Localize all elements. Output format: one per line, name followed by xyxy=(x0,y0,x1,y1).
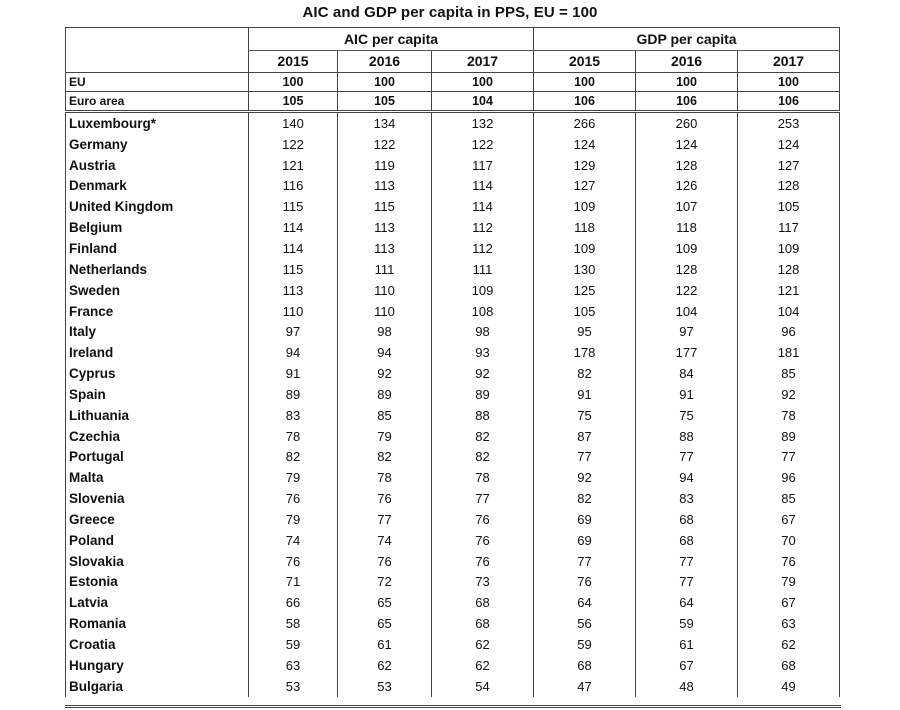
value-cell: 83 xyxy=(249,405,338,426)
row-label: Belgium xyxy=(69,220,123,236)
table-row xyxy=(66,509,840,530)
data-table xyxy=(65,27,840,697)
value-cell: 109 xyxy=(738,238,840,259)
table-row xyxy=(66,155,840,176)
value-cell: 65 xyxy=(338,613,432,634)
value-cell: 128 xyxy=(636,155,738,176)
value-cell: 94 xyxy=(249,342,338,363)
row-label: Portugal xyxy=(69,449,124,465)
value-cell: 87 xyxy=(534,426,636,447)
value-cell: 72 xyxy=(338,572,432,593)
value-cell: 73 xyxy=(432,572,534,593)
value-cell: 116 xyxy=(249,176,338,197)
value-cell: 132 xyxy=(432,112,534,134)
value-cell: 115 xyxy=(249,196,338,217)
value-cell: 75 xyxy=(636,405,738,426)
value-cell: 105 xyxy=(249,92,338,112)
row-label: Italy xyxy=(69,324,97,340)
table-row xyxy=(66,384,840,405)
value-cell: 109 xyxy=(432,280,534,301)
value-cell: 105 xyxy=(338,92,432,112)
value-cell: 92 xyxy=(534,467,636,488)
row-label: Romania xyxy=(69,616,127,632)
value-cell: 67 xyxy=(738,592,840,613)
year-header: 2016 xyxy=(636,51,738,73)
row-label: France xyxy=(69,303,114,319)
value-cell: 93 xyxy=(432,342,534,363)
value-cell: 64 xyxy=(534,592,636,613)
row-label: Austria xyxy=(69,157,116,173)
value-cell: 85 xyxy=(738,488,840,509)
value-cell: 118 xyxy=(636,217,738,238)
value-cell: 77 xyxy=(738,447,840,468)
value-cell: 82 xyxy=(432,426,534,447)
value-cell: 76 xyxy=(432,551,534,572)
value-cell: 130 xyxy=(534,259,636,280)
row-label: United Kingdom xyxy=(69,199,174,215)
row-label: Sweden xyxy=(69,282,121,298)
value-cell: 59 xyxy=(534,634,636,655)
value-cell: 76 xyxy=(534,572,636,593)
value-cell: 76 xyxy=(249,488,338,509)
value-cell: 122 xyxy=(338,134,432,155)
value-cell: 78 xyxy=(249,426,338,447)
value-cell: 66 xyxy=(249,592,338,613)
value-cell: 47 xyxy=(534,676,636,697)
group-header-aic: AIC per capita xyxy=(249,28,534,51)
value-cell: 117 xyxy=(432,155,534,176)
table-title: AIC and GDP per capita in PPS, EU = 100 xyxy=(302,4,598,21)
value-cell: 89 xyxy=(432,384,534,405)
value-cell: 126 xyxy=(636,176,738,197)
value-cell: 100 xyxy=(534,73,636,92)
value-cell: 113 xyxy=(338,217,432,238)
row-label: Latvia xyxy=(69,595,109,611)
value-cell: 105 xyxy=(738,196,840,217)
table-row xyxy=(66,112,840,134)
value-cell: 112 xyxy=(432,217,534,238)
row-label: Hungary xyxy=(69,657,124,673)
value-cell: 124 xyxy=(738,134,840,155)
row-label: EU xyxy=(66,73,249,92)
table-row xyxy=(66,134,840,155)
value-cell: 178 xyxy=(534,342,636,363)
value-cell: 78 xyxy=(338,467,432,488)
value-cell: 82 xyxy=(432,447,534,468)
value-cell: 78 xyxy=(432,467,534,488)
value-cell: 92 xyxy=(738,384,840,405)
table-row xyxy=(66,592,840,613)
row-label: Cyprus xyxy=(69,366,116,382)
year-header-row xyxy=(66,51,840,73)
value-cell: 53 xyxy=(338,676,432,697)
value-cell: 115 xyxy=(338,196,432,217)
value-cell: 122 xyxy=(636,280,738,301)
value-cell: 121 xyxy=(738,280,840,301)
value-cell: 77 xyxy=(338,509,432,530)
year-header: 2016 xyxy=(338,51,432,73)
value-cell: 68 xyxy=(432,613,534,634)
table-row xyxy=(66,280,840,301)
row-label: Ireland xyxy=(69,345,114,361)
table-row xyxy=(66,572,840,593)
value-cell: 111 xyxy=(432,259,534,280)
value-cell: 129 xyxy=(534,155,636,176)
value-cell: 53 xyxy=(249,676,338,697)
value-cell: 89 xyxy=(738,426,840,447)
value-cell: 97 xyxy=(636,321,738,342)
row-label: Euro area xyxy=(66,92,249,112)
value-cell: 89 xyxy=(249,384,338,405)
value-cell: 100 xyxy=(636,73,738,92)
value-cell: 82 xyxy=(338,447,432,468)
table-row xyxy=(66,405,840,426)
value-cell: 76 xyxy=(249,551,338,572)
value-cell: 88 xyxy=(432,405,534,426)
value-cell: 69 xyxy=(534,530,636,551)
value-cell: 177 xyxy=(636,342,738,363)
table-row xyxy=(66,530,840,551)
value-cell: 109 xyxy=(534,196,636,217)
value-cell: 59 xyxy=(249,634,338,655)
table-row xyxy=(66,217,840,238)
aggregate-row xyxy=(66,92,840,112)
value-cell: 113 xyxy=(338,238,432,259)
row-label: Greece xyxy=(69,511,115,527)
value-cell: 91 xyxy=(534,384,636,405)
value-cell: 68 xyxy=(636,530,738,551)
row-label: Estonia xyxy=(69,574,118,590)
row-label: Netherlands xyxy=(69,261,148,277)
row-label: Slovakia xyxy=(69,553,124,569)
value-cell: 92 xyxy=(432,363,534,384)
value-cell: 49 xyxy=(738,676,840,697)
value-cell: 98 xyxy=(338,321,432,342)
year-header: 2015 xyxy=(249,51,338,73)
value-cell: 91 xyxy=(249,363,338,384)
value-cell: 85 xyxy=(338,405,432,426)
value-cell: 74 xyxy=(338,530,432,551)
corner-cell xyxy=(66,28,249,51)
value-cell: 110 xyxy=(338,301,432,322)
value-cell: 79 xyxy=(249,509,338,530)
value-cell: 84 xyxy=(636,363,738,384)
value-cell: 124 xyxy=(636,134,738,155)
value-cell: 121 xyxy=(249,155,338,176)
row-label: Denmark xyxy=(69,178,127,194)
value-cell: 124 xyxy=(534,134,636,155)
value-cell: 100 xyxy=(338,73,432,92)
value-cell: 77 xyxy=(636,551,738,572)
value-cell: 76 xyxy=(338,488,432,509)
value-cell: 76 xyxy=(432,509,534,530)
value-cell: 111 xyxy=(338,259,432,280)
value-cell: 128 xyxy=(738,259,840,280)
table-row xyxy=(66,238,840,259)
value-cell: 125 xyxy=(534,280,636,301)
value-cell: 117 xyxy=(738,217,840,238)
row-label: Spain xyxy=(69,386,106,402)
table-row xyxy=(66,321,840,342)
value-cell: 94 xyxy=(636,467,738,488)
value-cell: 77 xyxy=(636,572,738,593)
value-cell: 62 xyxy=(738,634,840,655)
value-cell: 56 xyxy=(534,613,636,634)
value-cell: 119 xyxy=(338,155,432,176)
table-row xyxy=(66,196,840,217)
table-row xyxy=(66,301,840,322)
value-cell: 79 xyxy=(738,572,840,593)
value-cell: 82 xyxy=(534,488,636,509)
value-cell: 114 xyxy=(432,196,534,217)
group-header-gdp: GDP per capita xyxy=(534,28,840,51)
value-cell: 98 xyxy=(432,321,534,342)
table-row xyxy=(66,259,840,280)
value-cell: 114 xyxy=(249,217,338,238)
row-label: Poland xyxy=(69,532,115,548)
country-rows xyxy=(66,112,840,697)
value-cell: 76 xyxy=(338,551,432,572)
table-row xyxy=(66,447,840,468)
value-cell: 181 xyxy=(738,342,840,363)
value-cell: 100 xyxy=(738,73,840,92)
row-label: Germany xyxy=(69,136,128,152)
table-row xyxy=(66,655,840,676)
value-cell: 71 xyxy=(249,572,338,593)
value-cell: 100 xyxy=(432,73,534,92)
table-row xyxy=(66,426,840,447)
value-cell: 140 xyxy=(249,112,338,134)
value-cell: 62 xyxy=(338,655,432,676)
value-cell: 62 xyxy=(432,655,534,676)
value-cell: 68 xyxy=(636,509,738,530)
value-cell: 108 xyxy=(432,301,534,322)
value-cell: 77 xyxy=(534,551,636,572)
value-cell: 96 xyxy=(738,321,840,342)
table-row xyxy=(66,363,840,384)
value-cell: 68 xyxy=(738,655,840,676)
value-cell: 118 xyxy=(534,217,636,238)
row-label: Luxembourg* xyxy=(66,112,249,134)
value-cell: 106 xyxy=(636,92,738,112)
table-row xyxy=(66,342,840,363)
value-cell: 79 xyxy=(249,467,338,488)
value-cell: 69 xyxy=(534,509,636,530)
row-label: Czechia xyxy=(69,428,121,444)
value-cell: 79 xyxy=(338,426,432,447)
row-label: Lithuania xyxy=(69,407,129,423)
value-cell: 61 xyxy=(636,634,738,655)
value-cell: 68 xyxy=(432,592,534,613)
table-row xyxy=(66,676,840,697)
value-cell: 89 xyxy=(338,384,432,405)
value-cell: 76 xyxy=(738,551,840,572)
value-cell: 77 xyxy=(534,447,636,468)
value-cell: 92 xyxy=(338,363,432,384)
row-label: Slovenia xyxy=(69,491,125,507)
value-cell: 61 xyxy=(338,634,432,655)
value-cell: 63 xyxy=(249,655,338,676)
value-cell: 114 xyxy=(249,238,338,259)
value-cell: 77 xyxy=(432,488,534,509)
value-cell: 127 xyxy=(738,155,840,176)
value-cell: 107 xyxy=(636,196,738,217)
table-row xyxy=(66,634,840,655)
table-bottom-border xyxy=(65,705,841,708)
value-cell: 68 xyxy=(534,655,636,676)
value-cell: 134 xyxy=(338,112,432,134)
value-cell: 75 xyxy=(534,405,636,426)
value-cell: 127 xyxy=(534,176,636,197)
value-cell: 70 xyxy=(738,530,840,551)
row-label: Bulgaria xyxy=(69,678,124,694)
value-cell: 104 xyxy=(636,301,738,322)
value-cell: 122 xyxy=(432,134,534,155)
table-row xyxy=(66,488,840,509)
value-cell: 48 xyxy=(636,676,738,697)
value-cell: 95 xyxy=(534,321,636,342)
value-cell: 109 xyxy=(534,238,636,259)
value-cell: 65 xyxy=(338,592,432,613)
value-cell: 74 xyxy=(249,530,338,551)
value-cell: 104 xyxy=(738,301,840,322)
value-cell: 113 xyxy=(338,176,432,197)
row-label: Croatia xyxy=(69,637,116,653)
value-cell: 260 xyxy=(636,112,738,134)
value-cell: 104 xyxy=(432,92,534,112)
corner-cell-2 xyxy=(66,51,249,73)
aggregate-row xyxy=(66,73,840,92)
value-cell: 114 xyxy=(432,176,534,197)
value-cell: 82 xyxy=(534,363,636,384)
value-cell: 85 xyxy=(738,363,840,384)
value-cell: 78 xyxy=(738,405,840,426)
value-cell: 97 xyxy=(249,321,338,342)
row-label: Malta xyxy=(69,470,104,486)
value-cell: 94 xyxy=(338,342,432,363)
value-cell: 110 xyxy=(249,301,338,322)
value-cell: 106 xyxy=(534,92,636,112)
year-header: 2015 xyxy=(534,51,636,73)
group-header-row xyxy=(66,28,840,51)
value-cell: 83 xyxy=(636,488,738,509)
row-label: Finland xyxy=(69,240,117,256)
value-cell: 54 xyxy=(432,676,534,697)
value-cell: 59 xyxy=(636,613,738,634)
year-header: 2017 xyxy=(432,51,534,73)
value-cell: 96 xyxy=(738,467,840,488)
value-cell: 115 xyxy=(249,259,338,280)
year-header: 2017 xyxy=(738,51,840,73)
value-cell: 88 xyxy=(636,426,738,447)
value-cell: 82 xyxy=(249,447,338,468)
table-row xyxy=(66,176,840,197)
value-cell: 105 xyxy=(534,301,636,322)
value-cell: 64 xyxy=(636,592,738,613)
value-cell: 106 xyxy=(738,92,840,112)
aggregate-rows xyxy=(66,73,840,112)
value-cell: 100 xyxy=(249,73,338,92)
value-cell: 128 xyxy=(636,259,738,280)
value-cell: 122 xyxy=(249,134,338,155)
value-cell: 77 xyxy=(636,447,738,468)
value-cell: 253 xyxy=(738,112,840,134)
value-cell: 112 xyxy=(432,238,534,259)
value-cell: 67 xyxy=(738,509,840,530)
table-row xyxy=(66,613,840,634)
value-cell: 76 xyxy=(432,530,534,551)
value-cell: 63 xyxy=(738,613,840,634)
value-cell: 266 xyxy=(534,112,636,134)
value-cell: 128 xyxy=(738,176,840,197)
value-cell: 110 xyxy=(338,280,432,301)
value-cell: 109 xyxy=(636,238,738,259)
value-cell: 91 xyxy=(636,384,738,405)
table-row xyxy=(66,551,840,572)
table-row xyxy=(66,467,840,488)
value-cell: 113 xyxy=(249,280,338,301)
value-cell: 62 xyxy=(432,634,534,655)
value-cell: 58 xyxy=(249,613,338,634)
value-cell: 67 xyxy=(636,655,738,676)
